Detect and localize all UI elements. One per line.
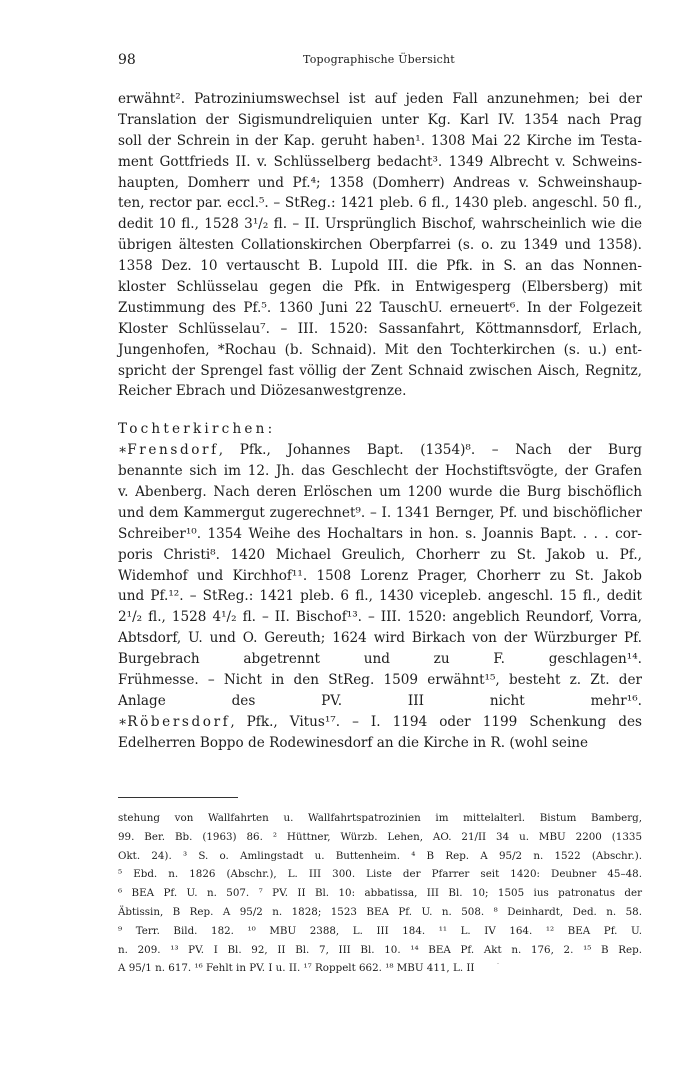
text-line: Translation der Sigismundreliquien unter Kg. Karl IV. 1354 nach Prag xyxy=(118,111,642,128)
text-line: v. Abenberg. Nach deren Erlöschen um 1200 wurde die Burg bischöflich xyxy=(118,484,642,501)
text-line: kloster Schlüsselau gegen die Pfk. in Entwigesperg (Elbersberg) mit xyxy=(118,279,642,296)
text-line: ten, rector par. eccl.⁵. – StReg.: 1421 pleb. 6 fl., 1430 pleb. angeschl. 50 fl., xyxy=(118,195,642,212)
text-line: 2¹/₂ fl., 1528 4¹/₂ fl. – II. Bischof¹³. – III. 1520: angeblich Reundorf, Vorra, xyxy=(118,609,642,626)
footnote-line: A 95/1 n. 617. ¹⁶ Fehlt in PV. I u. II. ¹⁷ Roppelt 662. ¹⁸ MBU 411, L. II xyxy=(118,962,475,975)
section-tochterkirchen xyxy=(118,440,642,753)
text-line: Widemhof und Kirchhof¹¹. 1508 Lorenz Prager, Chorherr zu St. Jakob xyxy=(118,567,642,584)
paragraph-continued xyxy=(118,89,642,402)
text-line: Abtsdorf, U. und O. Gereuth; 1624 wird Birkach von der Würzburger Pf. xyxy=(118,630,642,647)
text-line: und dem Kammergut zugerechnet⁹. – I. 1341 Bernger, Pf. und bischöflicher xyxy=(118,504,642,521)
footnote-line: 99. Ber. Bb. (1963) 86. ² Hüttner, Würzb. Lehen, AO. 21/II 34 u. MBU 2200 (1335 xyxy=(118,830,642,843)
text-line: Frühmesse. – Nicht in den StReg. 1509 erwähnt¹⁵, besteht z. Zt. der xyxy=(118,672,642,689)
text-line: Edelherren Boppo de Rodewinesdorf an die Kirche in R. (wohl seine xyxy=(118,734,589,751)
text-line: Anlage des PV. III nicht mehr¹⁶. xyxy=(118,692,642,709)
main-text xyxy=(118,89,642,754)
text-line: Kloster Schlüsselau⁷. – III. 1520: Sassanfahrt, Köttmannsdorf, Erlach, xyxy=(118,320,642,337)
footnote-line: n. 209. ¹³ PV. I Bl. 92, II Bl. 7, III Bl. 10. ¹⁴ BEA Pf. Akt n. 176, 2. ¹⁵ B Rep. xyxy=(118,943,642,956)
text-line: Jungenhofen, *Rochau (b. Schnaid). Mit den Tochterkirchen (s. u.) ent- xyxy=(118,341,642,358)
page-number: 98 xyxy=(118,52,136,68)
text-line: Zustimmung des Pf.⁵. 1360 Juni 22 TauschU. erneuert⁶. In der Folgezeit xyxy=(118,299,642,316)
text-line: soll der Schrein in der Kap. geruht haben¹. 1308 Mai 22 Kirche im Testa- xyxy=(118,132,642,149)
section-heading: Tochterkirchen: xyxy=(118,421,276,438)
footnote-line: Okt. 24). ³ S. o. Amlingstadt u. Buttenheim. ⁴ B Rep. A 95/2 n. 1522 (Abschr.). xyxy=(118,849,642,862)
text-line: ment Gottfrieds II. v. Schlüsselberg bedacht³. 1349 Albrecht v. Schweins- xyxy=(118,153,642,170)
footnotes xyxy=(118,797,642,978)
text-line: 1358 Dez. 10 vertauscht B. Lupold III. die Pfk. in S. an das Nonnen- xyxy=(118,258,642,275)
footnote-line: ⁹ Terr. Bild. 182. ¹⁰ MBU 2388, L. III 184. ¹¹ L. IV 164. ¹² BEA Pf. U. xyxy=(118,924,642,937)
text-line: spricht der Sprengel fast völlig der Zent Schnaid zwischen Aisch, Regnitz, xyxy=(118,362,642,379)
text-line: übrigen ältesten Collationskirchen Oberpfarrei (s. o. zu 1349 und 1358). xyxy=(118,237,642,254)
footnote-line: ⁵ Ebd. n. 1826 (Abschr.), L. III 300. Liste der Pfarrer seit 1420: Deubner 45–48. xyxy=(118,868,642,881)
footnote-line: Äbtissin, B Rep. A 95/2 n. 1828; 1523 BEA Pf. U. n. 508. ⁸ Deinhardt, Ded. n. 58. xyxy=(118,905,642,918)
text-line: ∗Frensdorf, Pfk., Johannes Bapt. (1354)⁸. – Nach der Burg xyxy=(118,442,642,459)
text-line: erwähnt². Patroziniumswechsel ist auf jeden Fall anzunehmen; bei der xyxy=(118,91,642,107)
text-line: Burgebrach abgetrennt und zu F. geschlagen¹⁴. xyxy=(118,651,642,668)
text-line: poris Christi⁸. 1420 Michael Greulich, Chorherr zu St. Jakob u. Pf., xyxy=(118,546,642,563)
text-line: und Pf.¹². – StReg.: 1421 pleb. 6 fl., 1430 vicepleb. angeschl. 15 fl., dedit xyxy=(118,588,642,605)
text-line: Schreiber¹⁰. 1354 Weihe des Hochaltars in hon. s. Joannis Bapt. . . . cor- xyxy=(118,525,642,542)
footnote-line: ⁶ BEA Pf. U. n. 507. ⁷ PV. II Bl. 10: abbatissa, III Bl. 10; 1505 ius patronatus der xyxy=(118,887,642,900)
text-line: dedit 10 fl., 1528 3¹/₂ fl. – II. Ursprünglich Bischof, wahrscheinlich wie die xyxy=(118,216,642,233)
text-line: Reicher Ebrach und Diözesanwestgrenze. xyxy=(118,383,407,400)
footnote-list xyxy=(118,809,642,978)
text-line: haupten, Domherr und Pf.⁴; 1358 (Domherr) Andreas v. Schweinshaup- xyxy=(118,174,642,191)
text-line: ∗Röbersdorf, Pfk., Vitus¹⁷. – I. 1194 oder 1199 Schenkung des xyxy=(118,713,642,730)
section-gap xyxy=(118,402,642,419)
footnote-rule xyxy=(118,797,238,798)
running-head: Topographische Übersicht xyxy=(303,53,455,66)
text-line: benannte sich im 12. Jh. das Geschlecht der Hochstiftsvögte, der Grafen xyxy=(118,463,642,480)
footnote-line: stehung von Wallfahrten u. Wallfahrtspatrozinien im mittelalterl. Bistum Bamberg, xyxy=(118,812,642,824)
page-header xyxy=(118,52,640,68)
scan-speck xyxy=(497,963,499,964)
